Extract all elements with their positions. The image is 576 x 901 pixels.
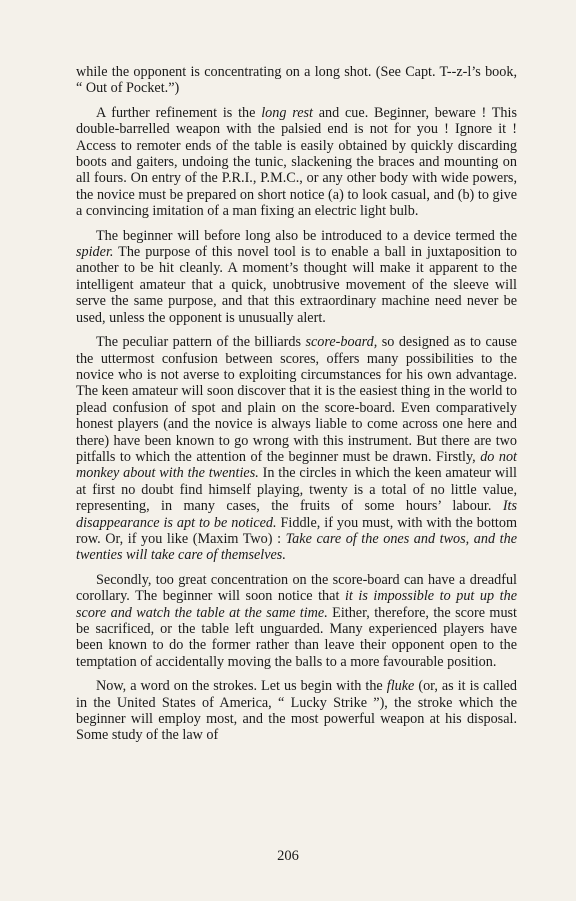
text-run: while the opponent is concentrating on a long shot. (See Capt. T--z-l’s book, “ Out of Pocket.”): [76, 64, 517, 97]
text-run: Either, therefore, the score must be sacrificed, or the table left unguarded. Many experienced players have been known to do the former rather than leave their opponent open to the temptation of accidentally moving the balls to a more favourable position.: [76, 604, 517, 670]
italic-phrase: long rest: [261, 104, 313, 121]
italic-phrase: spider.: [76, 244, 114, 261]
paragraph-2: [76, 105, 517, 220]
text-run: A further refinement is the: [96, 104, 262, 121]
italic-phrase: Its disappearance is apt to be noticed.: [76, 498, 517, 531]
text-run: (or, as it is called in the United States of America, “ Lucky Strike ”), the stroke which the beginner will employ most, and the most powerful weapon at his disposal. Some study of the law of: [76, 678, 517, 744]
text-run: The purpose of this novel tool is to enable a ball in juxtaposition to another to be hit cleanly. A moment’s thought will make it apparent to the intelligent amateur that a quick, unobtrusive movement of the sleeve will serve the same purpose, and that this extraordinary machine need never be used, unless the opponent is unusually alert.: [76, 244, 517, 326]
italic-phrase: do not monkey about with the twenties.: [76, 448, 517, 482]
italic-phrase: Take care of the ones and twos, and the twenties will take care of themselves.: [76, 530, 517, 564]
italic-phrase: fluke: [386, 678, 415, 695]
body-text: [76, 64, 517, 744]
text-run: Fiddle, if you must, with with the bottom row. Or, if you like (Maxim Two) :: [76, 514, 517, 547]
text-run: The beginner will before long also be introduced to a device termed the: [96, 227, 517, 244]
paragraph-4: [76, 334, 517, 564]
text-run: and cue. Beginner, beware ! This double-barrelled weapon with the palsied end is not for you ! Ignore it ! Access to remoter ends of the table is easily obtained by quickly discarding boots and gaiters, undoing the tunic, slackening the braces and mounting on all fours. On entry of the P.R.I., P.M.C., or any other body with wide powers, the novice must be prepared on short notice (a) to look casual, and (b) to give a convincing imitation of a man fixing an electric light bulb.: [76, 104, 517, 220]
text-run: Secondly, too great concentration on the score-board can have a dreadful corollary. The beginner will soon notice that: [76, 571, 517, 605]
paragraph-6: [76, 678, 517, 744]
italic-phrase: score-board,: [305, 334, 378, 351]
text-run: In the circles in which the keen amateur will at first no doubt find himself playing, twenty is a total of no little value, representing, in many cases, the fruits of some hours’ labour.: [76, 465, 517, 515]
text-run: so designed as to cause the uttermost confusion between scores, offers many possibilities to the novice who is not averse to exploiting circumstances for his own advantage. The keen amateur will soon discover that it is the easiest thing in the world to plead confusion of spot and plain on the score-board. Even comparatively honest players (and the novice is always liable to come across one here and there) have been known to go wrong with this instrument. But there are two pitfalls to which the attention of the beginner must be drawn. Firstly,: [76, 334, 517, 465]
text-run: Now, a word on the strokes. Let us begin with the: [96, 678, 387, 695]
paragraph-3: [76, 228, 517, 326]
italic-phrase: it is impossible to put up the score and watch the table at the same time.: [76, 588, 517, 621]
paragraph-5: [76, 572, 517, 670]
text-run: The peculiar pattern of the billiards: [96, 334, 306, 351]
page-number: 206: [277, 848, 299, 864]
paragraph-1: [76, 64, 517, 97]
